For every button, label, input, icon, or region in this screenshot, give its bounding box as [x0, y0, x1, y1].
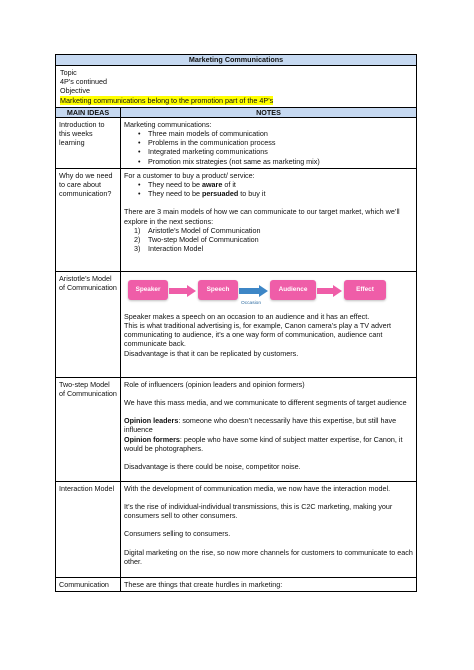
notes-paragraph: Disadvantage is there could be noise, competitor noise. — [124, 462, 301, 472]
table-header-row — [56, 107, 417, 117]
notes-cell — [121, 577, 417, 591]
notes-paragraph: Consumers selling to consumers. — [124, 529, 231, 539]
aristotle-model-diagram — [124, 276, 413, 306]
effect-box: Effect — [344, 280, 386, 300]
topic-label: Topic — [60, 68, 77, 77]
arrow-right-icon — [317, 285, 343, 297]
objective-value: Marketing communications belong to the promotion part of the 4P’s — [60, 95, 274, 105]
audience-box: Audience — [270, 280, 316, 300]
page-title: Marketing Communications — [56, 55, 416, 66]
notes-paragraph: With the development of communication media, we now have the interaction model. — [124, 483, 391, 493]
notes-intro: For a customer to buy a product/ service: — [124, 170, 255, 180]
notes-paragraph: It’s the rise of individual-individual transmissions, this is C2C marketing, making your consumers sell to other consumers. — [124, 502, 393, 521]
objective-label: Objective — [60, 86, 90, 96]
notes-cell — [121, 168, 417, 271]
list-item: 3) Interaction Model — [134, 244, 204, 254]
notes-paragraph: Digital marketing on the rise, so now more channels for customers to communicate to each other. — [124, 547, 413, 566]
topic-section — [56, 66, 416, 107]
main-idea-cell: Interaction Model — [56, 481, 121, 577]
speaker-box: Speaker — [128, 280, 168, 300]
notes-paragraph: Opinion formers: people who have some kind of subject matter expertise, for Canon, it would be photographers. — [124, 434, 403, 453]
notes-cell — [121, 271, 417, 377]
list-item: • Problems in the communication process — [148, 138, 413, 147]
notes-paragraph: We have this mass media, and we communicate to different segments of target audience — [124, 398, 407, 408]
main-idea-cell: Introduction to this weeks learning — [56, 117, 121, 168]
bullet-list — [124, 180, 413, 198]
arrow-right-icon — [169, 285, 197, 297]
notes-paragraph: Disadvantage is that it can be replicated by customers. — [124, 348, 299, 358]
numbered-list — [124, 226, 413, 254]
list-item: • They need to be persuaded to buy it — [148, 189, 413, 198]
notes-cell — [121, 377, 417, 481]
main-idea-cell: Why do we need to care about communication? — [56, 168, 121, 271]
notes-paragraph: Opinion leaders: someone who doesn’t necessarily have this expertise, but still have influence — [124, 416, 397, 435]
arrow-right-icon — [239, 285, 269, 297]
notes-paragraph: There are 3 main models of how we can communicate to our target market, which we’ll explore in the next sections: — [124, 207, 400, 226]
list-item: • They need to be aware of it — [148, 180, 413, 189]
main-idea-cell: Two-step Model of Communication — [56, 377, 121, 481]
bullet-list — [124, 129, 413, 166]
cornell-notes — [55, 54, 417, 592]
notes-table — [55, 107, 417, 592]
topic-value: 4P’s continued — [60, 77, 108, 87]
header-block — [55, 54, 417, 108]
main-idea-cell: Communication — [56, 577, 121, 591]
list-item: • Promotion mix strategies (not same as marketing mix) — [148, 157, 413, 166]
table-row — [56, 377, 417, 481]
list-item: • Integrated marketing communications — [148, 147, 413, 156]
list-item: • Three main models of communication — [148, 129, 413, 138]
notes-cell — [121, 117, 417, 168]
notes-intro: Marketing communications: — [124, 119, 212, 129]
notes-paragraph: Speaker makes a speech on an occasion to an audience and it has an effect. — [124, 311, 370, 321]
main-idea-cell: Aristotle’s Model of Communication — [56, 271, 121, 377]
occasion-label: Occasion — [241, 300, 261, 306]
table-row — [56, 577, 417, 591]
table-row — [56, 117, 417, 168]
table-row — [56, 271, 417, 377]
list-item: 1) Aristotle’s Model of Communication — [134, 225, 261, 235]
notes-paragraph: Role of influencers (opinion leaders and opinion formers) — [124, 379, 305, 389]
table-row — [56, 168, 417, 271]
speech-box: Speech — [198, 280, 238, 300]
table-row — [56, 481, 417, 577]
notes-header: NOTES — [121, 107, 417, 117]
notes-paragraph: This is what traditional advertising is, for example, Canon camera’s play a TV advert communicating to audience, it’s a one way form of communication, audience cant communicate back. — [124, 321, 391, 349]
notes-cell — [121, 481, 417, 577]
main-ideas-header: MAIN IDEAS — [56, 107, 121, 117]
list-item: 2) Two-step Model of Communication — [134, 235, 259, 245]
notes-paragraph: These are things that create hurdles in marketing: — [124, 579, 283, 589]
